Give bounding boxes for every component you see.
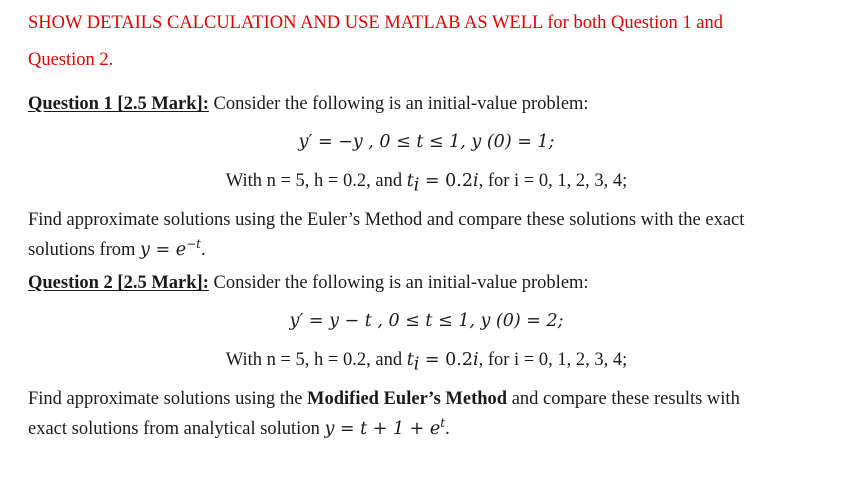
q1-exact-sup: −t (186, 237, 201, 251)
q1-equation (0, 130, 853, 154)
q1-params-t: t (406, 171, 414, 191)
q2-params-c: , for i = 0, 1, 2, 3, 4; (478, 350, 628, 370)
q2-heading-line (28, 271, 589, 295)
q1-heading-line (28, 92, 589, 116)
q2-find-b: and compare these results with (507, 389, 740, 409)
instruction-line-2: Question 2. (28, 50, 114, 70)
q2-params-sub: i (413, 354, 420, 375)
q2-exact-sup: t (440, 416, 446, 430)
q1-params-b: = 0.2 (419, 171, 473, 191)
q1-equation-text: y′ = −y , 0 ≤ t ≤ 1, y (0) = 1; (298, 132, 555, 152)
q2-params-t: t (406, 350, 414, 370)
q1-heading: Question 1 [2.5 Mark]: (28, 94, 209, 114)
q1-intro: Consider the following is an initial-value problem: (208, 94, 589, 114)
q1-find-line-2 (28, 232, 206, 262)
q2-find-line-2-text: exact solutions from analytical solution (28, 418, 325, 439)
q2-params (0, 348, 853, 377)
q1-find-line-1: Find approximate solutions using the Euler’s Method and compare these solutions with the exact (28, 210, 745, 230)
q2-equation-text: y′ = y − t , 0 ≤ t ≤ 1, y (0) = 2; (289, 311, 564, 331)
q2-params-a: With n = 5, h = 0.2, and (225, 350, 407, 370)
q2-find-a: Find approximate solutions using the (28, 389, 308, 409)
instruction-line-1: SHOW DETAILS CALCULATION AND USE MATLAB AS WELL for both Question 1 and (28, 13, 723, 33)
q1-params-a: With n = 5, h = 0.2, and (225, 171, 407, 191)
q1-exact-solution (140, 237, 201, 260)
q2-find-line-1 (28, 387, 740, 411)
q2-params-b: = 0.2 (419, 350, 473, 370)
q1-find-line-2-text: solutions from (28, 239, 141, 260)
q1-params (0, 169, 853, 198)
q1-params-i: i (472, 171, 479, 191)
q1-exact-lhs: y = e (140, 239, 187, 260)
q2-exact-end: . (445, 418, 450, 439)
q2-heading: Question 2 [2.5 Mark]: (28, 273, 209, 293)
q2-intro: Consider the following is an initial-value problem: (208, 273, 589, 293)
q1-params-c: , for i = 0, 1, 2, 3, 4; (478, 171, 628, 191)
q2-find-line-2 (28, 411, 450, 441)
q2-find-bold: Modified Euler’s Method (307, 389, 508, 409)
q2-params-i: i (472, 350, 479, 370)
q2-equation (0, 309, 853, 333)
q2-exact-lhs: y = t + 1 + e (324, 418, 441, 439)
q1-params-sub: i (413, 175, 420, 196)
q1-exact-end: . (200, 239, 206, 260)
q2-exact-solution (324, 416, 446, 439)
